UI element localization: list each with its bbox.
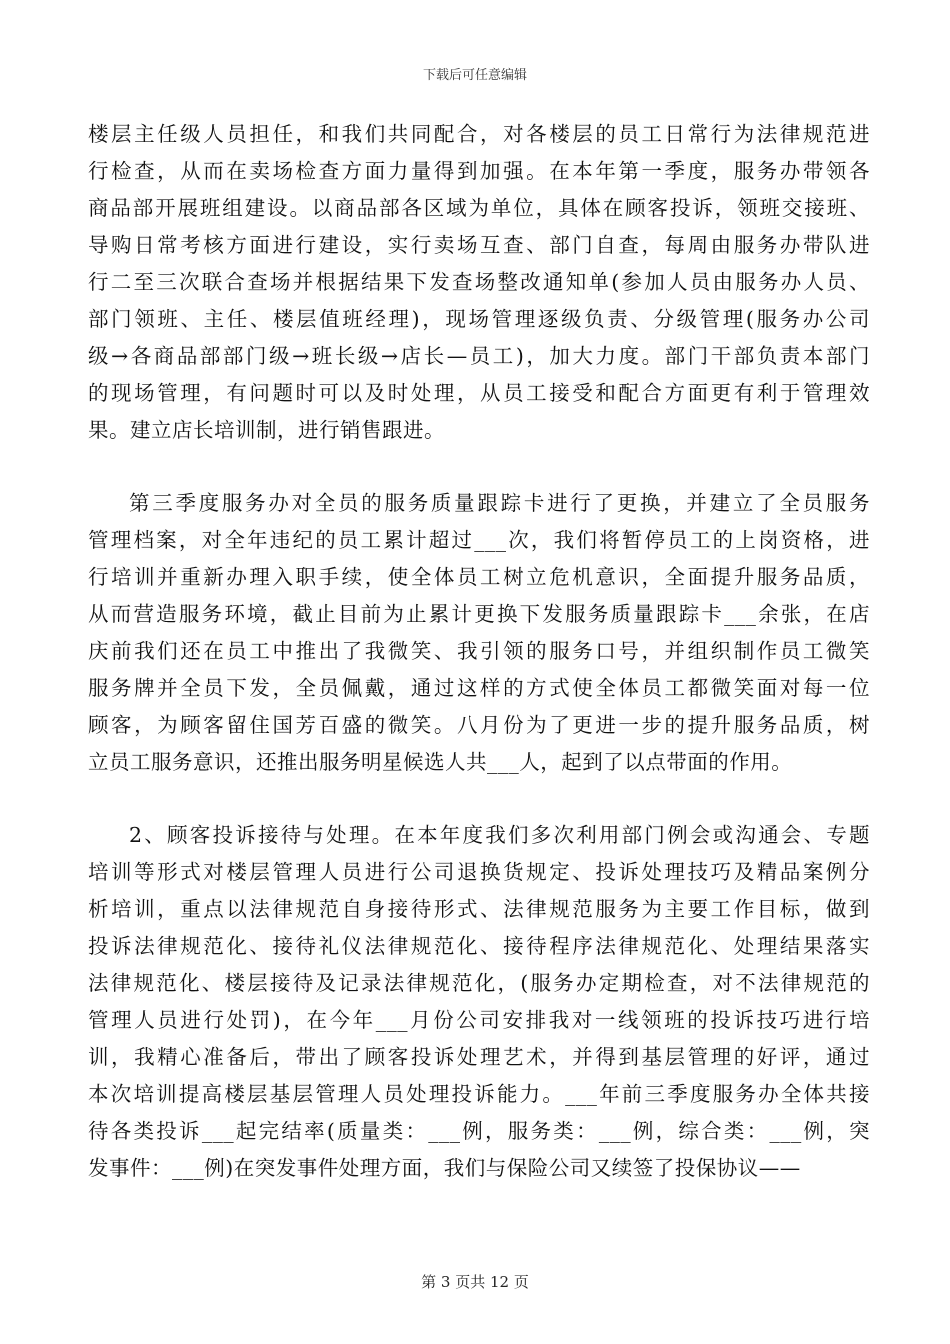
document-body bbox=[88, 116, 870, 1187]
page-number: 第 3 页共 12 页 bbox=[421, 1273, 529, 1291]
text-line: 顾客，为顾客留住国芳百盛的微笑。八月份为了更进一步的提升服务品质，树 bbox=[88, 713, 870, 737]
page-header: 下载后可任意编辑 bbox=[422, 68, 527, 83]
text-line: 培训等形式对楼层管理人员进行公司退换货规定、投诉处理技巧及精品案例分 bbox=[88, 860, 870, 884]
text-line: 行培训并重新办理入职手续，使全体员工树立危机意识，全面提升服务品质， bbox=[88, 565, 870, 589]
text-line: 级→各商品部部门级→班长级→店长—员工)，加大力度。部门干部负责本部门 bbox=[88, 344, 870, 368]
text-line: 管理人员进行处罚)，在今年___月份公司安排我对一线领班的投诉技巧进行培 bbox=[88, 1008, 870, 1032]
paragraph-1 bbox=[88, 116, 870, 449]
text-line: 服务牌并全员下发，全员佩戴，通过这样的方式使全体员工都微笑面对每一位 bbox=[88, 676, 870, 700]
text-line: 第三季度服务办对全员的服务质量跟踪卡进行了更换，并建立了全员服务 bbox=[129, 491, 870, 515]
text-line: 法律规范化、楼层接待及记录法律规范化，(服务办定期检查，对不法律规范的 bbox=[88, 971, 870, 995]
text-line: 商品部开展班组建设。以商品部各区域为单位，具体在顾客投诉，领班交接班、 bbox=[88, 196, 870, 220]
text-line: 立员工服务意识，还推出服务明星候选人共___人，起到了以点带面的作用。 bbox=[88, 750, 793, 774]
text-line: 行检查，从而在卖场检查方面力量得到加强。在本年第一季度，服务办带领各 bbox=[88, 159, 870, 183]
text-line: 管理档案，对全年违纪的员工累计超过___次，我们将暂停员工的上岗资格，进 bbox=[88, 528, 870, 552]
text-line: 待各类投诉___起完结率(质量类：___例，服务类：___例，综合类：___例，突 bbox=[88, 1119, 870, 1143]
text-line: 果。建立店长培训制，进行销售跟进。 bbox=[88, 418, 445, 442]
text-line: 2、顾客投诉接待与处理。在本年度我们多次利用部门例会或沟通会、专题 bbox=[129, 823, 870, 847]
text-line: 行二至三次联合查场并根据结果下发查场整改通知单(参加人员由服务办人员、 bbox=[88, 270, 870, 294]
paragraph-2 bbox=[88, 485, 870, 781]
text-line: 投诉法律规范化、接待礼仪法律规范化、接待程序法律规范化、处理结果落实 bbox=[88, 934, 870, 958]
text-line: 析培训，重点以法律规范自身接待形式、法律规范服务为主要工作目标，做到 bbox=[88, 897, 870, 921]
text-line: 楼层主任级人员担任，和我们共同配合，对各楼层的员工日常行为法律规范进 bbox=[88, 122, 870, 146]
text-line: 庆前我们还在员工中推出了我微笑、我引领的服务口号，并组织制作员工微笑 bbox=[88, 639, 870, 663]
text-line: 导购日常考核方面进行建设，实行卖场互查、部门自查，每周由服务办带队进 bbox=[88, 233, 870, 257]
text-line: 发事件：___例)在突发事件处理方面，我们与保险公司又续签了投保协议—— bbox=[88, 1156, 801, 1180]
text-line: 部门领班、主任、楼层值班经理)，现场管理逐级负责、分级管理(服务办公司 bbox=[88, 307, 870, 331]
text-line: 从而营造服务环境，截止目前为止累计更换下发服务质量跟踪卡___余张，在店 bbox=[88, 602, 870, 626]
text-line: 本次培训提高楼层基层管理人员处理投诉能力。___年前三季度服务办全体共接 bbox=[88, 1082, 870, 1106]
text-line: 的现场管理，有问题时可以及时处理，从员工接受和配合方面更有利于管理效 bbox=[88, 381, 870, 405]
text-line: 训，我精心准备后，带出了顾客投诉处理艺术，并得到基层管理的好评，通过 bbox=[88, 1045, 870, 1069]
paragraph-3 bbox=[88, 817, 870, 1187]
